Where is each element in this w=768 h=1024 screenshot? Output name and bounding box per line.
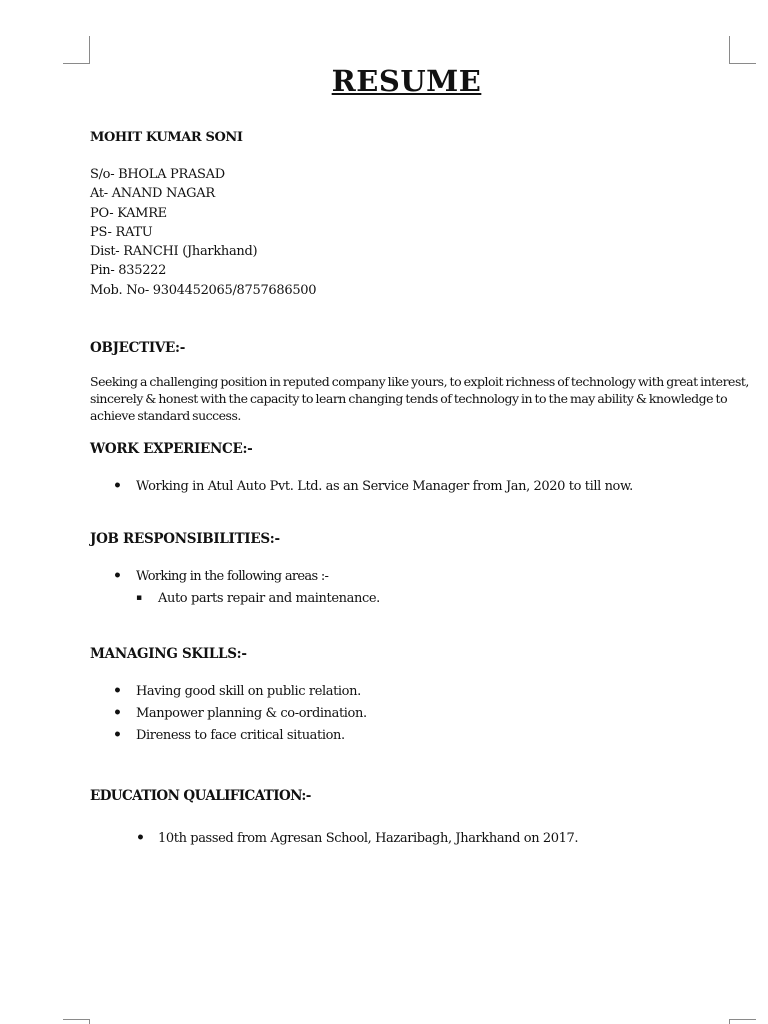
work-experience-item: Working in Atul Auto Pvt. Ltd. as an Service Manager from Jan, 2020 to till now. <box>136 479 633 494</box>
resume-title: RESUME <box>331 64 482 98</box>
education-item: 10th passed from Agresan School, Hazaribagh, Jharkhand on 2017. <box>158 831 579 846</box>
objective-line: achieve standard success. <box>90 408 241 423</box>
square-bullet-icon: ▪ <box>136 593 143 603</box>
skill-item: Having good skill on public relation. <box>136 684 361 699</box>
address-line: S/o- BHOLA PRASAD <box>90 167 225 182</box>
bullet-icon: • <box>113 478 122 494</box>
address-line: At- ANAND NAGAR <box>90 186 215 202</box>
address-line: PO- KAMRE <box>90 205 167 221</box>
skill-item: Direness to face critical situation. <box>136 728 345 743</box>
address-line: PS- RATU <box>90 224 153 240</box>
education-heading: EDUCATION QUALIFICATION:- <box>90 788 311 804</box>
work-experience-heading: WORK EXPERIENCE:- <box>90 441 253 457</box>
objective-paragraph <box>90 373 749 424</box>
objective-line: sincerely & honest with the capacity to learn changing tends of technology in to the may ability & knowledge to <box>90 391 728 406</box>
address-line: Pin- 835222 <box>90 263 167 279</box>
bullet-icon: • <box>136 830 145 846</box>
contact-address <box>90 165 316 300</box>
bullet-icon: • <box>113 683 122 699</box>
skill-item: Manpower planning & co-ordination. <box>136 706 367 721</box>
bullet-icon: • <box>113 705 122 721</box>
job-responsibilities-heading: JOB RESPONSIBILITIES:- <box>90 531 280 547</box>
managing-skills-heading: MANAGING SKILLS:- <box>90 646 247 662</box>
job-responsibility-item: Working in the following areas :- <box>136 569 329 584</box>
bullet-icon: • <box>113 568 122 584</box>
objective-line: Seeking a challenging position in reputed company like yours, to exploit richness of technology with great interest, <box>90 374 749 389</box>
candidate-name: MOHIT KUMAR SONI <box>90 130 243 145</box>
objective-heading: OBJECTIVE:- <box>90 340 186 356</box>
mobile-number-line: Mob. No- 9304452065/8757686500 <box>90 282 317 298</box>
address-line: Dist- RANCHI (Jharkhand) <box>90 244 258 260</box>
job-responsibility-subitem: Auto parts repair and maintenance. <box>158 591 380 606</box>
bullet-icon: • <box>113 727 122 743</box>
